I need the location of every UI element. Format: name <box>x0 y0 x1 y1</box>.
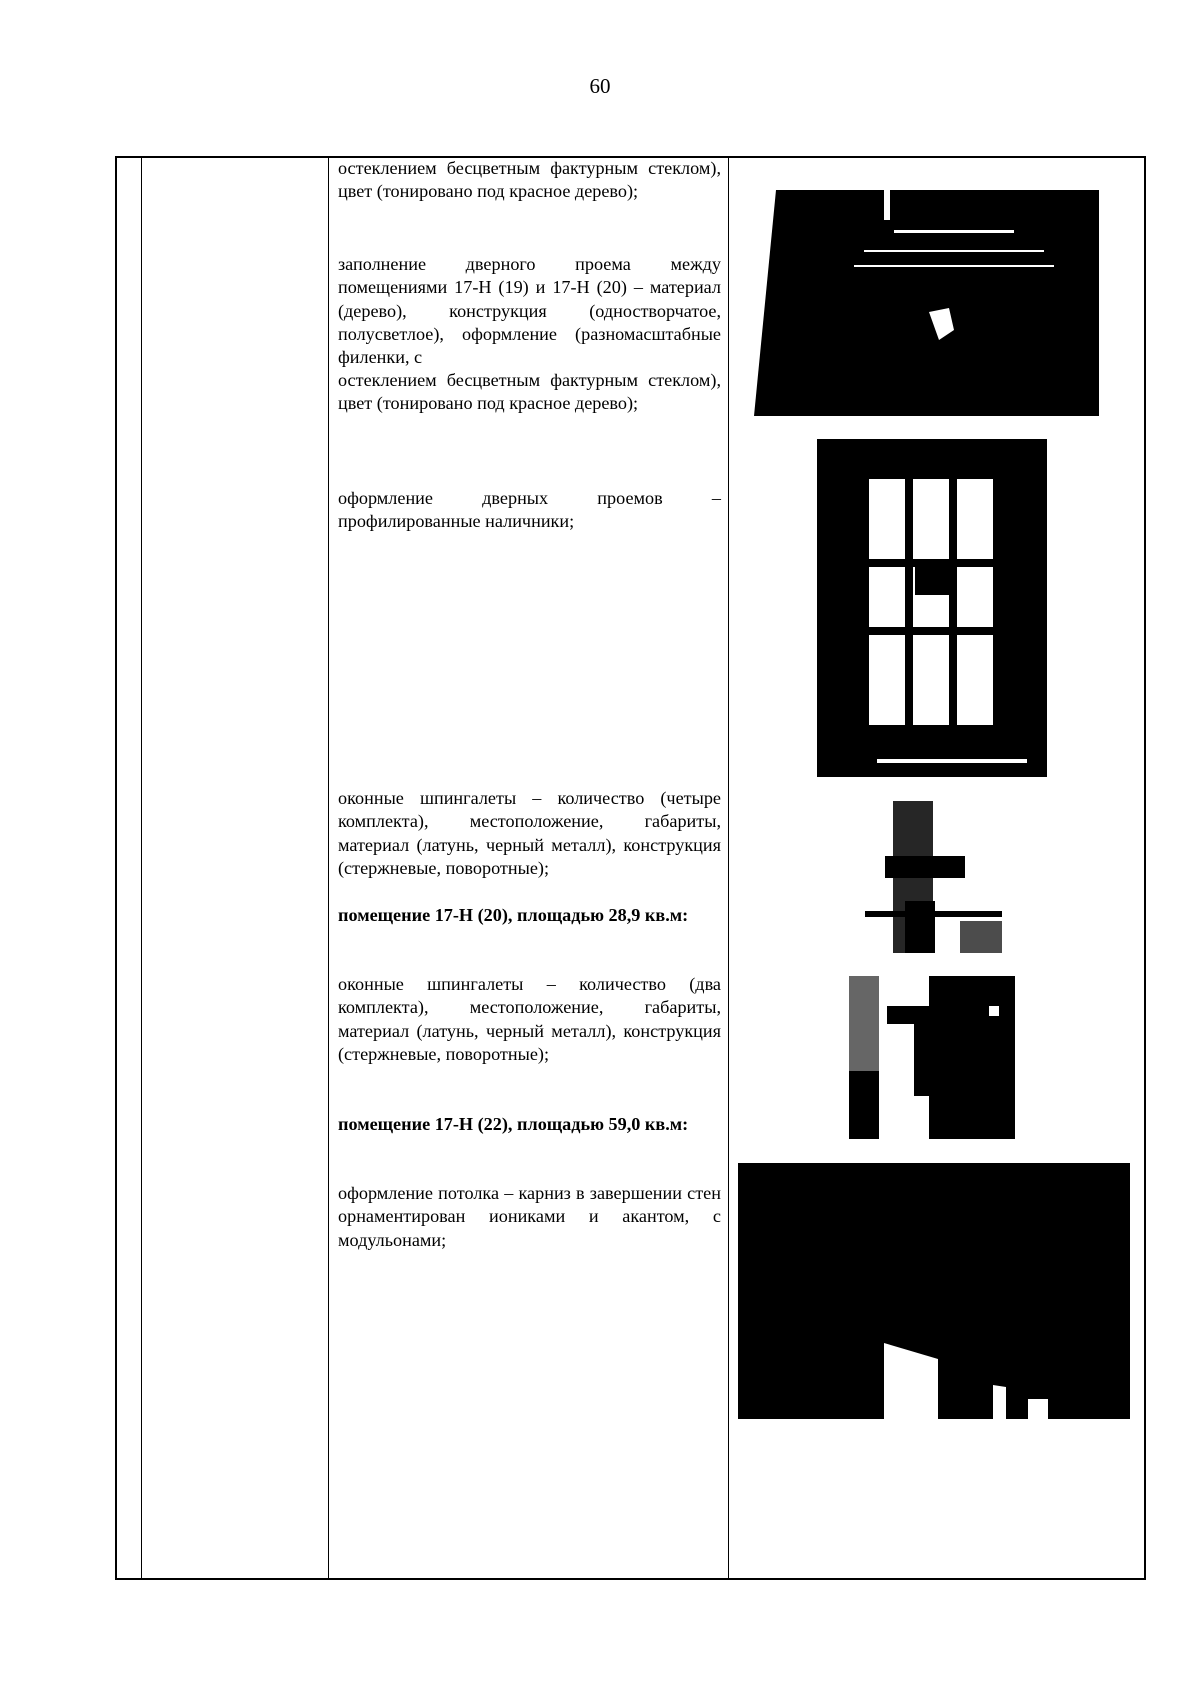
paragraph-2: заполнение дверного проема между помещениями 17-Н (19) и 17-Н (20) – материал (дерево), конструкция (одностворчатое, полусветлое), оформление (разномасштабные филенки, с <box>338 254 721 368</box>
paragraph-1: остеклением бесцветным фактурным стеклом), цвет (тонировано под красное дерево); <box>338 158 721 202</box>
window-latch-photo-icon <box>865 801 1002 953</box>
column-divider <box>141 158 142 1578</box>
room-heading-17n-20: помещение 17-Н (20), площадью 28,9 кв.м: <box>338 905 689 925</box>
door-panel-photo-icon <box>754 190 1099 416</box>
paragraph-5: оконные шпингалеты – количество (четыре комплекта), местоположение, габариты, материал (латунь, черный металл), конструкция (стержневые, поворотные); <box>338 788 721 878</box>
glazed-door-photo <box>817 439 1047 777</box>
window-latch-photo-2 <box>849 976 1015 1139</box>
glazed-door-photo-icon <box>817 439 1047 777</box>
column-divider <box>328 158 329 1578</box>
paragraph-6: оконные шпингалеты – количество (два комплекта), местоположение, габариты, материал (латунь, черный металл), конструкция (стержневые, поворотные); <box>338 974 721 1064</box>
window-latch-photo-1 <box>865 801 1002 953</box>
window-latch-photo-icon <box>849 976 1015 1139</box>
paragraph-4: оформление дверных проемов – профилированные наличники; <box>338 488 721 532</box>
paragraph-7: оформление потолка – карниз в завершении стен орнаментирован иониками и акантом, с модульонами; <box>338 1183 721 1250</box>
ceiling-cornice-photo-icon <box>738 1163 1130 1419</box>
ceiling-cornice-photo <box>738 1163 1130 1419</box>
door-panel-photo <box>754 190 1099 416</box>
page-number: 60 <box>589 74 611 98</box>
room-heading-17n-22: помещение 17-Н (22), площадью 59,0 кв.м: <box>338 1114 689 1134</box>
paragraph-3: остеклением бесцветным фактурным стеклом), цвет (тонировано под красное дерево); <box>338 370 721 414</box>
column-divider <box>728 158 729 1578</box>
